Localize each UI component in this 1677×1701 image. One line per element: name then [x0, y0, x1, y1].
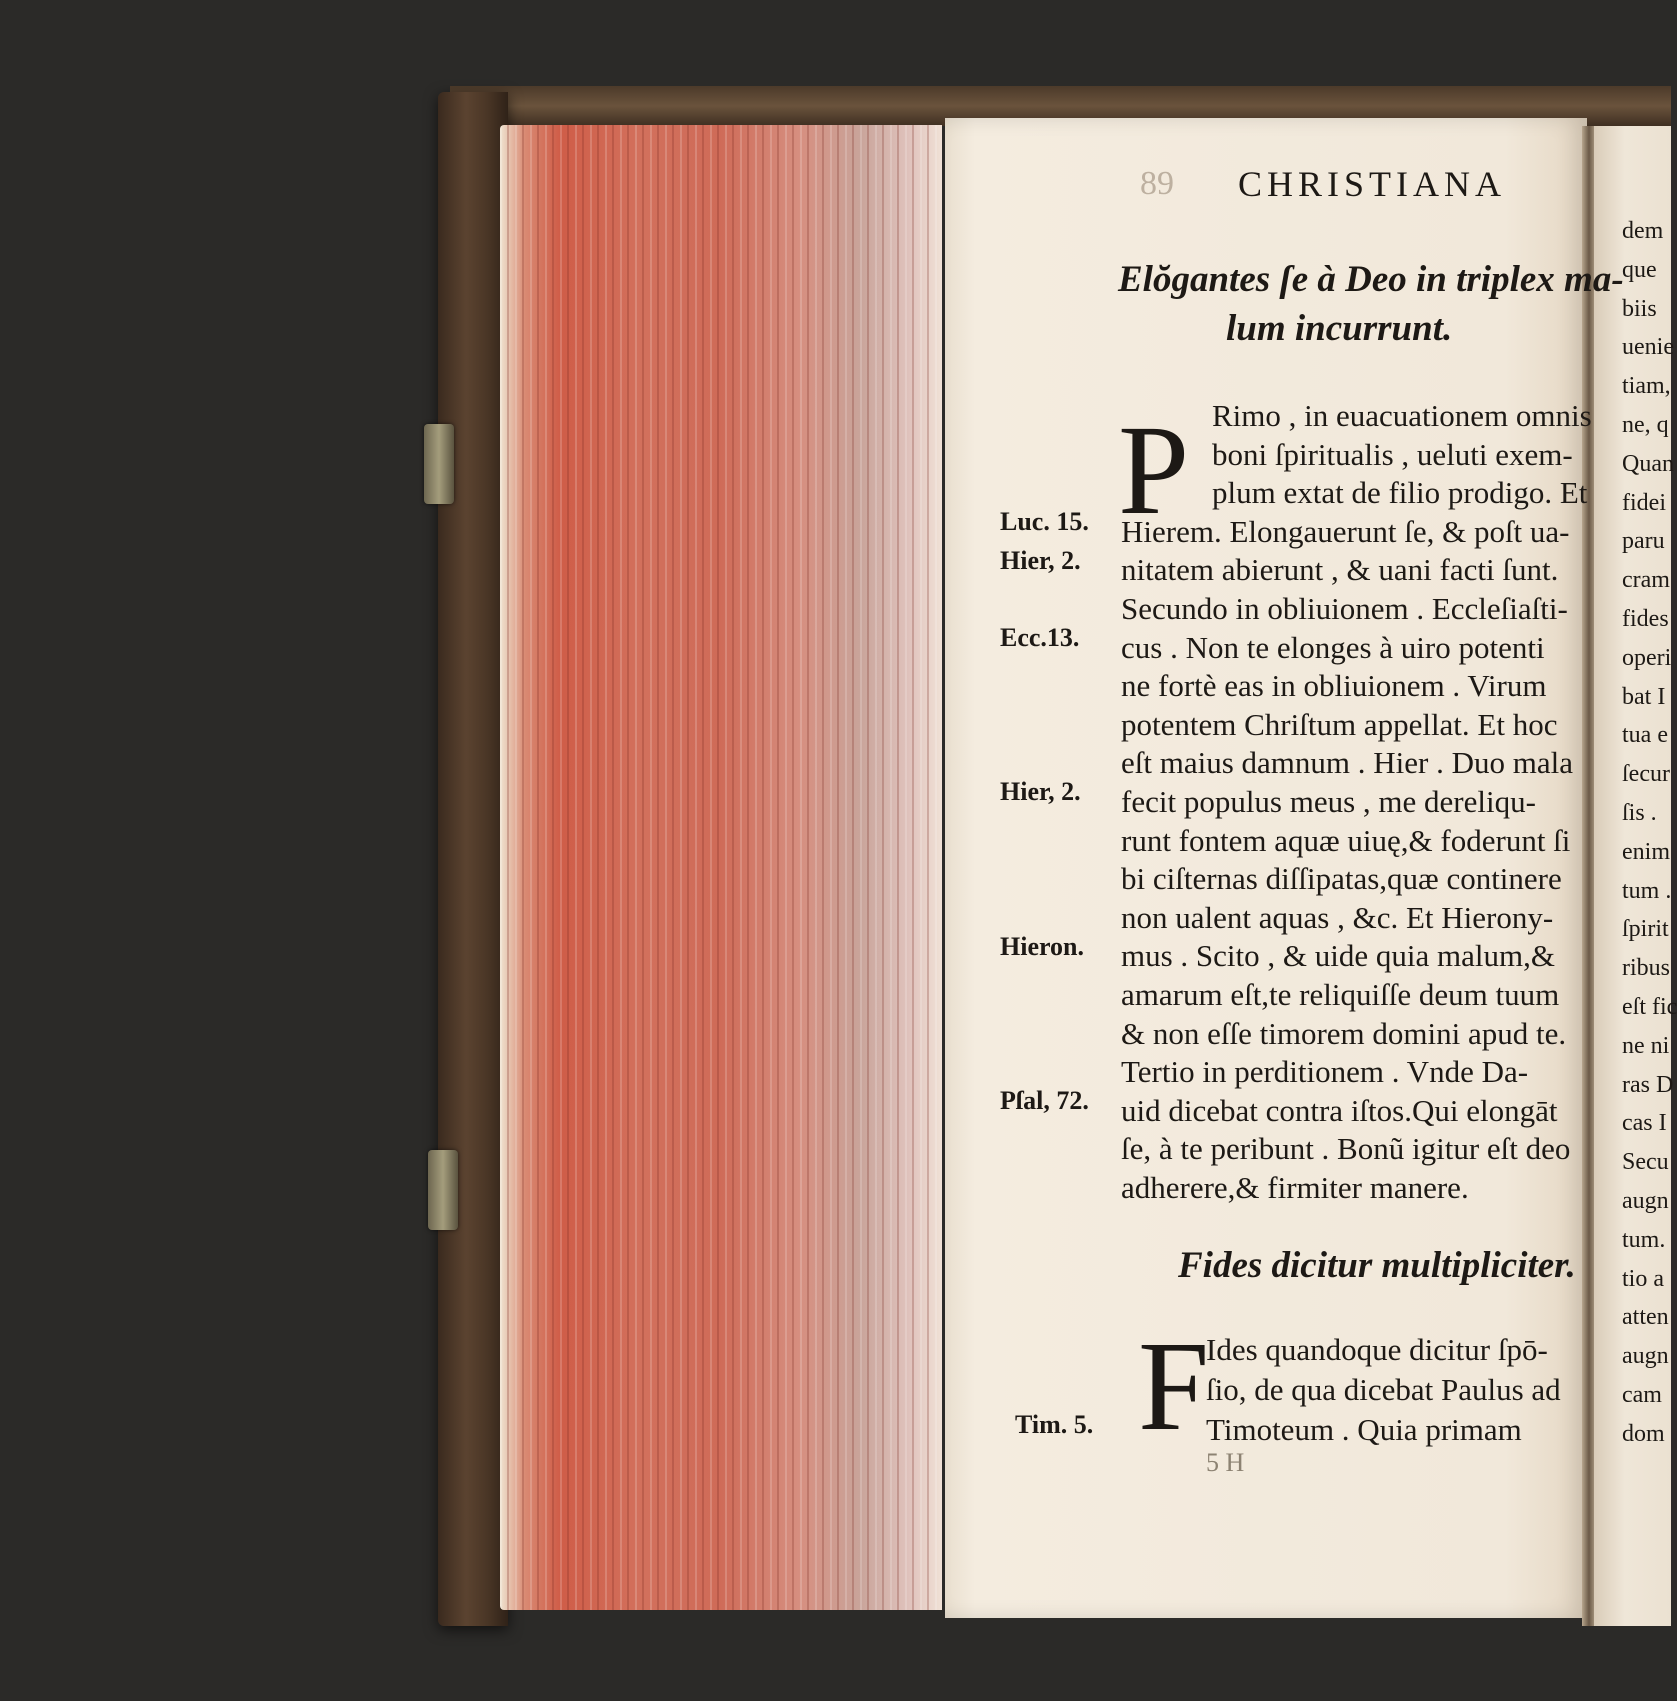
- text-line: nitatem abierunt , & uani facti ſunt.: [1121, 552, 1559, 588]
- next-page-line: ribus: [1622, 955, 1670, 982]
- next-page-line: eſt fic: [1622, 994, 1677, 1020]
- text-line: ſe, à te peribunt . Bonũ igitur eſt deo: [1121, 1131, 1571, 1167]
- text-line: adherere,& firmiter manere.: [1121, 1170, 1469, 1205]
- text-line: Ides quandoque dicitur ſpō-: [1206, 1332, 1548, 1367]
- text-line: potentem Chriſtum appellat. Et hoc: [1121, 706, 1558, 742]
- text-line: ne fortè eas in obliuionem . Virum: [1121, 668, 1547, 704]
- running-head: CHRISTIANA: [1238, 164, 1507, 204]
- text-line: Secundo in obliuionem . Eccleſiaſti-: [1121, 591, 1568, 626]
- next-page-line: paru: [1622, 528, 1665, 555]
- text-line: & non eſſe timorem domini apud te.: [1121, 1015, 1567, 1051]
- margin-note: Pſal, 72.: [1000, 1086, 1089, 1116]
- next-page-line: tio a: [1622, 1265, 1664, 1292]
- text-line: Rimo , in euacuationem omnis: [1212, 398, 1592, 433]
- next-page-line: uenie: [1622, 334, 1674, 361]
- next-page-line: Quan: [1622, 450, 1674, 477]
- section-heading-line-2: lum incurrunt.: [1226, 308, 1453, 349]
- margin-note-tim: Tim. 5.: [1015, 1410, 1094, 1439]
- section-heading-2: Fides dicitur multipliciter.: [1178, 1245, 1576, 1286]
- next-page-line: dom: [1622, 1420, 1665, 1447]
- next-page-line: fides: [1622, 606, 1669, 632]
- drop-cap-p: P: [1118, 399, 1190, 541]
- next-page-line: tiam,: [1622, 373, 1671, 400]
- next-page-line: tum .: [1622, 877, 1672, 904]
- text-line: eſt maius damnum . Hier . Duo mala: [1121, 745, 1573, 781]
- text-line: boni ſpiritualis , ueluti exem-: [1212, 436, 1573, 472]
- signature-mark: 5 H: [1206, 1448, 1245, 1477]
- next-page-line: ras D: [1622, 1071, 1674, 1098]
- margin-note: Hier, 2.: [1000, 777, 1081, 807]
- next-page-line: cram: [1622, 567, 1670, 594]
- next-page-line: operi: [1622, 644, 1672, 671]
- text-line: cus . Non te elonges à uiro potenti: [1121, 629, 1545, 665]
- text-line: mus . Scito , & uide quia malum,&: [1121, 938, 1555, 974]
- text-line: amarum eſt,te reliquiſſe deum tuum: [1121, 977, 1560, 1012]
- margin-note: Luc. 15.: [1000, 507, 1089, 537]
- margin-note: Hieron.: [1000, 931, 1085, 961]
- next-page-line: cam: [1622, 1382, 1662, 1408]
- margin-note: Ecc.13.: [1000, 623, 1080, 652]
- text-line: fecit populus meus , me dereliqu-: [1121, 784, 1536, 819]
- book-spine: [438, 92, 508, 1626]
- text-line: plum extat de filio prodigo. Et: [1212, 475, 1588, 511]
- text-line: runt fontem aquæ uiuę,& foderunt ſi: [1121, 822, 1571, 858]
- next-page-line: dem: [1622, 218, 1664, 244]
- next-page-line: ſis .: [1622, 800, 1657, 826]
- text-line: Timoteum . Quia primam: [1206, 1412, 1522, 1447]
- red-page-edges: [500, 125, 942, 1610]
- next-page-line: Secu: [1622, 1149, 1669, 1176]
- section-heading-line-1: Elŏgantes ſe à Deo in triplex ma-: [1118, 259, 1624, 300]
- next-page-line: que: [1622, 256, 1657, 283]
- text-line: Tertio in perditionem . Vnde Da-: [1121, 1054, 1529, 1090]
- next-page-line: cas I: [1622, 1110, 1667, 1137]
- margin-note: Hier, 2.: [1000, 545, 1081, 575]
- page-number: 89: [1140, 165, 1174, 202]
- next-page-line: augn: [1622, 1188, 1669, 1214]
- next-page-line: bat I: [1622, 683, 1666, 710]
- text-line: non ualent aquas , &c. Et Hierony-: [1121, 899, 1554, 935]
- next-page-line: augn: [1622, 1343, 1669, 1370]
- next-page-line: tum.: [1622, 1226, 1666, 1253]
- next-page-line: ne, q: [1622, 412, 1669, 438]
- text-line: bi ciſternas diſſipatas,quæ continere: [1121, 861, 1562, 897]
- next-page-line: fidei: [1622, 489, 1666, 516]
- text-line: ſio, de qua dicebat Paulus ad: [1206, 1372, 1561, 1407]
- clasp-hinge-bottom: [428, 1150, 458, 1230]
- next-page-line: atten: [1622, 1304, 1669, 1331]
- next-page-line: enim: [1622, 838, 1670, 865]
- next-page-line: ne ni: [1622, 1032, 1670, 1059]
- next-page-line: tua e: [1622, 722, 1668, 749]
- text-line: uid dicebat contra iſtos.Qui elongāt: [1121, 1092, 1558, 1128]
- next-page-line: biis: [1622, 295, 1657, 322]
- drop-cap-f: F: [1138, 1315, 1210, 1457]
- text-line: Hierem. Elongauerunt ſe, & poſt ua-: [1121, 513, 1570, 549]
- next-page-line: ſecur: [1622, 761, 1670, 788]
- next-page-line: ſpirit: [1622, 916, 1669, 943]
- clasp-hinge-top: [424, 424, 454, 504]
